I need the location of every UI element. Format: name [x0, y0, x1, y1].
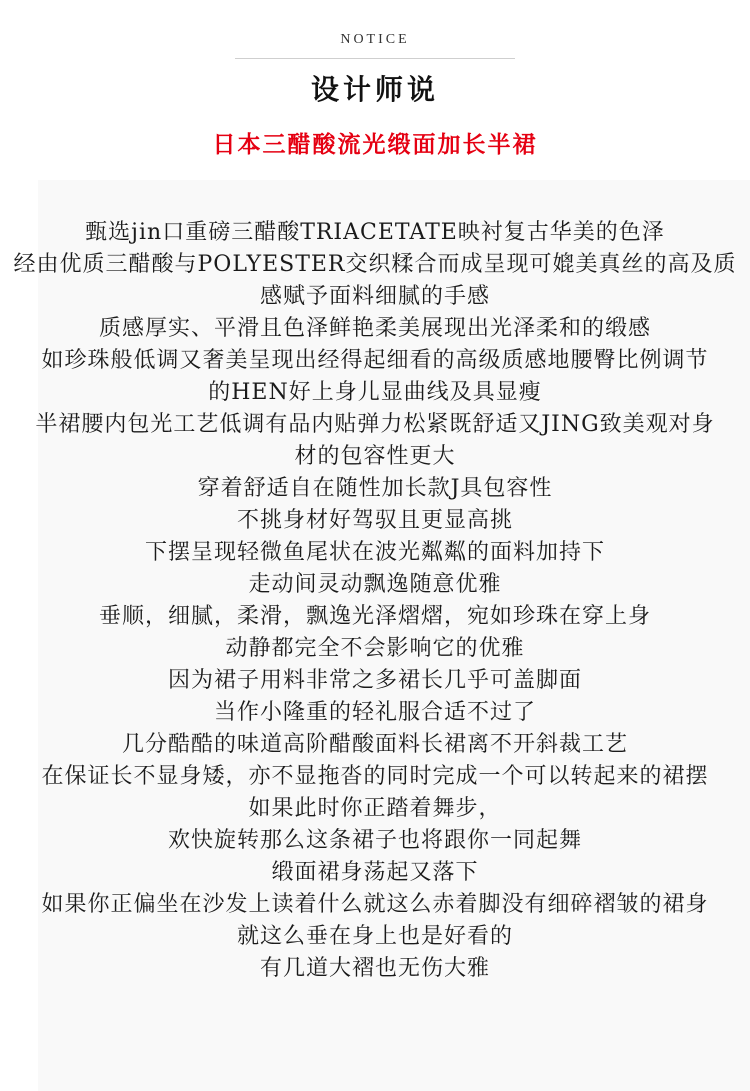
- description-line: 经由优质三醋酸与POLYESTER交织糅合而成呈现可媲美真丝的高及质: [13, 252, 737, 277]
- description-line: 不挑身材好驾驭且更显高挑: [236, 508, 513, 533]
- description-line: 欢快旋转那么这条裙子也将跟你一同起舞: [167, 828, 582, 853]
- description-text: [0, 217, 750, 985]
- description-line: 在保证长不显身矮，亦不显拖沓的同时完成一个可以转起来的裙摆: [41, 764, 709, 789]
- description-line: 感赋予面料细腻的手感: [259, 284, 490, 309]
- description-line: 半裙腰内包光工艺低调有品内贴弹力松紧既舒适又JING致美观对身: [35, 412, 715, 437]
- description-line: 垂顺，细腻，柔滑，飘逸光泽熠熠，宛如珍珠在穿上身: [98, 604, 651, 629]
- header-divider: [235, 58, 515, 59]
- description-line: 质感厚实、平滑且色泽鲜艳柔美展现出光泽柔和的缎感: [98, 316, 651, 341]
- description-line: 如果你正偏坐在沙发上读着什么就这么赤着脚没有细碎褶皱的裙身: [41, 892, 709, 917]
- description-line: 的HEN好上身儿显曲线及具显瘦: [208, 380, 542, 405]
- description-line: 穿着舒适自在随性加长款J具包容性: [197, 476, 553, 501]
- description-line: 下摆呈现轻微鱼尾状在波光粼粼的面料加持下: [144, 540, 605, 565]
- section-heading: 设计师说: [310, 73, 439, 106]
- description-line: 走动间灵动飘逸随意优雅: [248, 572, 502, 597]
- description-line: 甄选jin口重磅三醋酸TRIACETATE映衬复古华美的色泽: [85, 220, 665, 245]
- description-line: 缎面裙身荡起又落下: [271, 860, 479, 885]
- description-line: 当作小隆重的轻礼服合适不过了: [213, 700, 536, 725]
- description-line: 几分酷酷的味道高阶醋酸面料长裙离不开斜裁工艺: [121, 732, 628, 757]
- description-line: 因为裙子用料非常之多裙长几乎可盖脚面: [167, 668, 582, 693]
- description-line: 动静都完全不会影响它的优雅: [225, 636, 525, 661]
- product-title: 日本三醋酸流光缎面加长半裙: [212, 132, 538, 158]
- notice-label: NOTICE: [340, 32, 410, 47]
- description-line: 如果此时你正踏着舞步，: [248, 796, 502, 821]
- description-line: 有几道大褶也无伤大雅: [259, 956, 490, 981]
- description-line: 材的包容性更大: [294, 444, 456, 469]
- description-line: 就这么垂在身上也是好看的: [236, 924, 513, 949]
- description-line: 如珍珠般低调又奢美呈现出经得起细看的高级质感地腰臀比例调节: [41, 348, 709, 373]
